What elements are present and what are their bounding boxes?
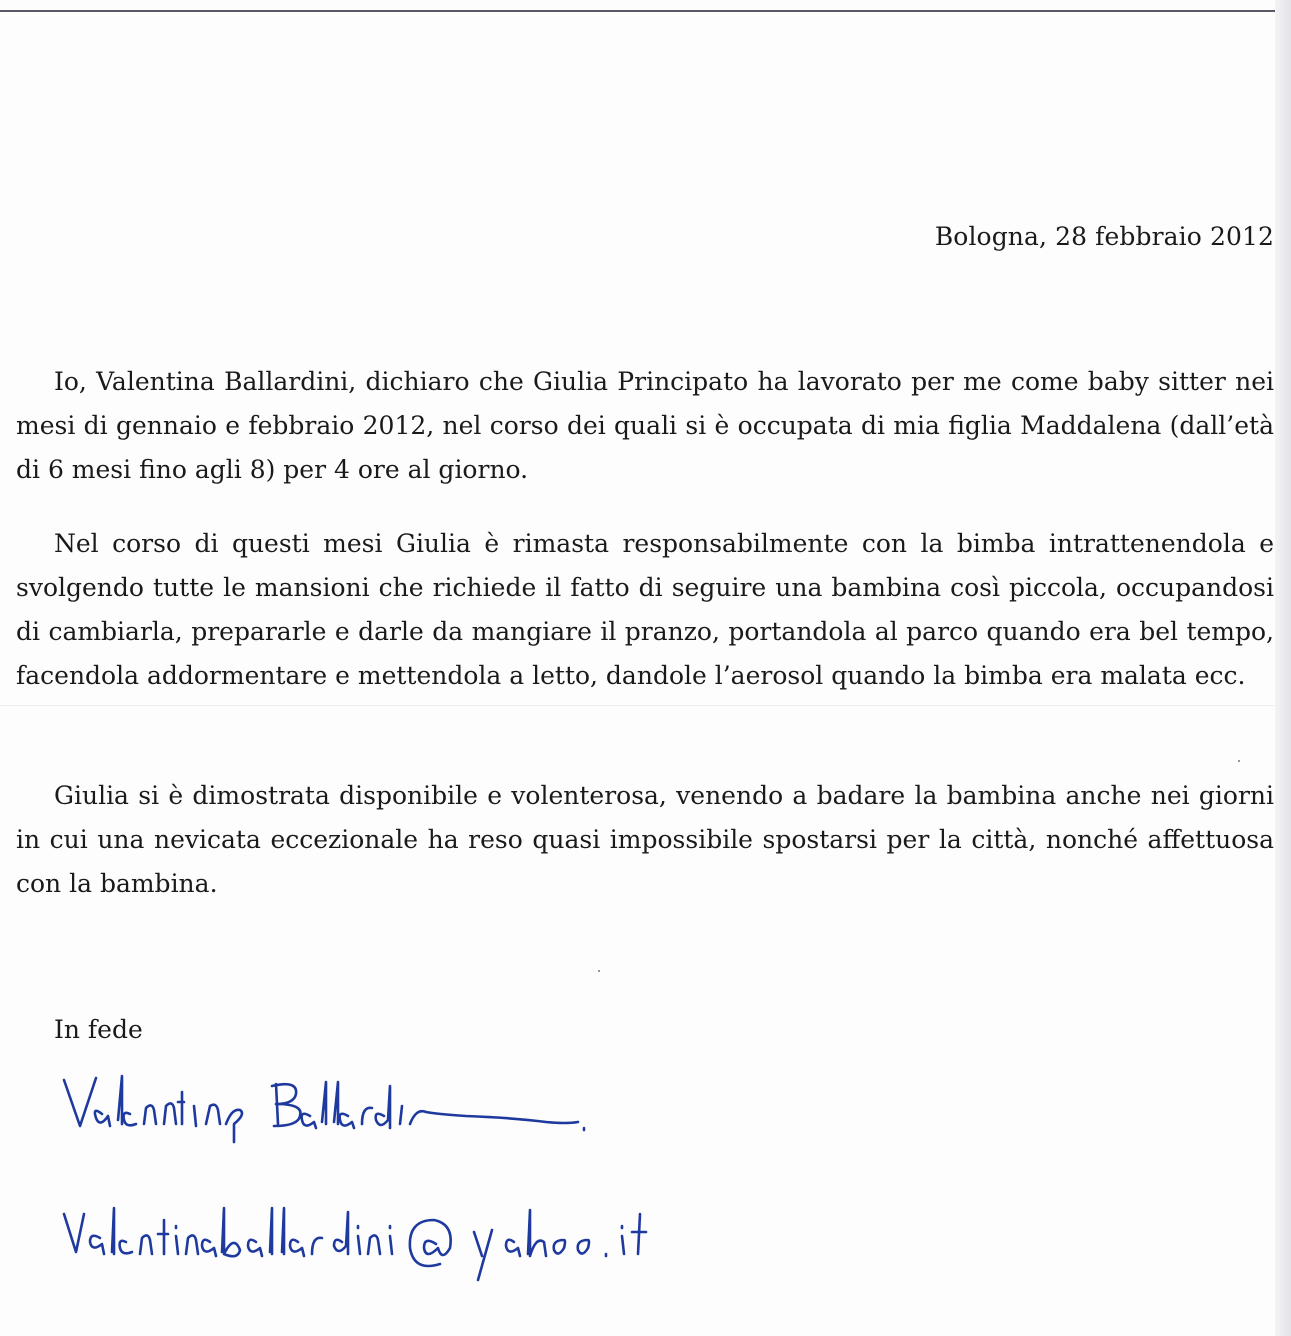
signature-drawing <box>60 1058 620 1178</box>
email-drawing <box>60 1192 740 1292</box>
closing-phrase: In fede <box>54 1015 143 1044</box>
paper-speck <box>598 970 600 972</box>
paragraph-1: Io, Valentina Ballardini, dichiaro che Giulia Principato ha lavorato per me come baby sitter nei mesi di gennaio e febbraio 2012, nel corso dei quali si è occupata di mia figlia Maddalena (dall’età di 6 mesi fino agli 8) per 4 ore al giorno. <box>16 367 1274 484</box>
handwritten-email <box>60 1192 740 1292</box>
paragraph-2: Nel corso di questi mesi Giulia è rimasta responsabilmente con la bimba intrattenendola e svolgendo tutte le mansioni che richiede il fatto di seguire una bambina così piccola, occupandosi di cambiarla, prepararle e darle da mangiare il pranzo, portandola al parco quando era bel tempo, facendola addormentare e mettendola a letto, dandole l’aerosol quando la bimba era malata ecc. <box>16 529 1274 690</box>
paper-speck <box>1238 760 1240 762</box>
place-date: Bologna, 28 febbraio 2012 <box>934 222 1274 251</box>
handwritten-signature <box>60 1058 620 1178</box>
paper-edge-shadow <box>1275 0 1291 1336</box>
top-border-line <box>0 10 1275 12</box>
paragraph-3: Giulia si è dimostrata disponibile e volenterosa, venendo a badare la bambina anche nei giorni in cui una nevicata eccezionale ha reso quasi impossibile spostarsi per la città, nonché affettuosa con la bambina. <box>16 781 1274 898</box>
paper-fold <box>0 705 1275 706</box>
